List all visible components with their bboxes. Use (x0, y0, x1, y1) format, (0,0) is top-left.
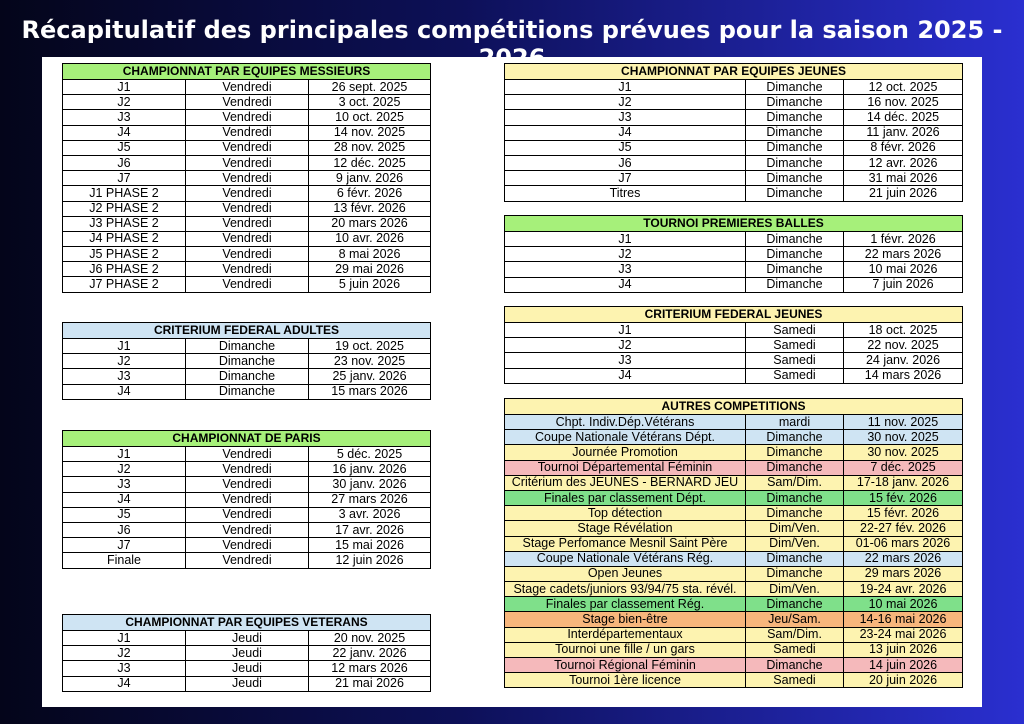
table-row (63, 538, 431, 553)
table-header: CHAMPIONNAT PAR EQUIPES JEUNES (505, 64, 963, 80)
day-cell: Vendredi (186, 95, 309, 110)
event-cell: Top détection (505, 506, 746, 521)
table-row (505, 430, 963, 445)
day-cell: Jeudi (186, 661, 309, 676)
event-cell: Tournoi Départemental Féminin (505, 460, 746, 475)
event-cell: J4 PHASE 2 (63, 231, 186, 246)
table-row (63, 462, 431, 477)
event-cell: J2 (505, 247, 746, 262)
table-row (63, 631, 431, 646)
date-cell: 8 mai 2026 (309, 247, 431, 262)
date-cell: 18 oct. 2025 (844, 323, 963, 338)
event-cell: Finales par classement Rég. (505, 597, 746, 612)
table-row (505, 475, 963, 490)
date-cell: 25 janv. 2026 (309, 369, 431, 384)
event-cell: J4 (505, 277, 746, 292)
table-row (505, 490, 963, 505)
table-row (505, 186, 963, 201)
event-cell: J3 (63, 369, 186, 384)
event-cell: J2 (505, 338, 746, 353)
table-header-row (505, 64, 963, 80)
table-row (505, 155, 963, 170)
day-cell: Dim/Ven. (746, 536, 844, 551)
day-cell: Dimanche (746, 262, 844, 277)
table-row (63, 384, 431, 399)
event-cell: J5 (63, 140, 186, 155)
table-row (505, 536, 963, 551)
event-cell: Chpt. Indiv.Dép.Vétérans (505, 415, 746, 430)
table-row (505, 566, 963, 581)
date-cell: 1 févr. 2026 (844, 232, 963, 247)
day-cell: Dimanche (746, 171, 844, 186)
event-cell: Interdépartementaux (505, 627, 746, 642)
date-cell: 11 janv. 2026 (844, 125, 963, 140)
day-cell: Dimanche (746, 125, 844, 140)
day-cell: Dimanche (746, 155, 844, 170)
table-row (63, 369, 431, 384)
event-cell: J1 (505, 232, 746, 247)
event-cell: J4 (63, 384, 186, 399)
date-cell: 13 févr. 2026 (309, 201, 431, 216)
table-row (63, 507, 431, 522)
table-row (63, 80, 431, 95)
date-cell: 22 nov. 2025 (844, 338, 963, 353)
table-row (63, 110, 431, 125)
date-cell: 7 déc. 2025 (844, 460, 963, 475)
date-cell: 16 nov. 2025 (844, 95, 963, 110)
date-cell: 19 oct. 2025 (309, 339, 431, 354)
date-cell: 19-24 avr. 2026 (844, 582, 963, 597)
table-row (63, 171, 431, 186)
day-cell: Dimanche (186, 339, 309, 354)
date-cell: 30 janv. 2026 (309, 477, 431, 492)
event-cell: J7 (63, 171, 186, 186)
table-row (63, 277, 431, 292)
day-cell: Vendredi (186, 110, 309, 125)
event-cell: Stage cadets/juniors 93/94/75 sta. révél. (505, 582, 746, 597)
event-cell: Stage Révélation (505, 521, 746, 536)
day-cell: Vendredi (186, 201, 309, 216)
table-tournoi-premieres-balles (504, 215, 963, 293)
date-cell: 5 juin 2026 (309, 277, 431, 292)
table-row (505, 551, 963, 566)
table-row (505, 445, 963, 460)
date-cell: 12 juin 2026 (309, 553, 431, 568)
event-cell: J7 (63, 538, 186, 553)
event-cell: J5 (63, 507, 186, 522)
table-row (63, 339, 431, 354)
day-cell: Vendredi (186, 80, 309, 95)
date-cell: 22 mars 2026 (844, 551, 963, 566)
date-cell: 10 mai 2026 (844, 262, 963, 277)
day-cell: Dimanche (746, 232, 844, 247)
date-cell: 6 févr. 2026 (309, 186, 431, 201)
table-championnat-de-paris (62, 430, 431, 569)
table-row (505, 262, 963, 277)
event-cell: Journée Promotion (505, 445, 746, 460)
table-row (505, 338, 963, 353)
event-cell: J1 (63, 80, 186, 95)
date-cell: 7 juin 2026 (844, 277, 963, 292)
event-cell: J3 (63, 661, 186, 676)
day-cell: Jeudi (186, 676, 309, 691)
date-cell: 3 avr. 2026 (309, 507, 431, 522)
event-cell: J3 (505, 110, 746, 125)
table-header: TOURNOI PREMIERES BALLES (505, 216, 963, 232)
table-header: CRITERIUM FEDERAL ADULTES (63, 323, 431, 339)
date-cell: 22 mars 2026 (844, 247, 963, 262)
day-cell: Samedi (746, 353, 844, 368)
table-row (63, 646, 431, 661)
event-cell: J2 (505, 95, 746, 110)
day-cell: Vendredi (186, 553, 309, 568)
date-cell: 9 janv. 2026 (309, 171, 431, 186)
table-row (63, 553, 431, 568)
date-cell: 15 mars 2026 (309, 384, 431, 399)
day-cell: Vendredi (186, 447, 309, 462)
date-cell: 31 mai 2026 (844, 171, 963, 186)
table-header-row (505, 399, 963, 415)
day-cell: Dimanche (746, 80, 844, 95)
day-cell: Dimanche (746, 658, 844, 673)
day-cell: Samedi (746, 323, 844, 338)
event-cell: Coupe Nationale Vétérans Dépt. (505, 430, 746, 445)
date-cell: 28 nov. 2025 (309, 140, 431, 155)
day-cell: Samedi (746, 642, 844, 657)
event-cell: J7 (505, 171, 746, 186)
event-cell: J2 (63, 462, 186, 477)
day-cell: Dimanche (746, 110, 844, 125)
table-header-row (63, 64, 431, 80)
table-championnat-equipes-messieurs (62, 63, 431, 293)
event-cell: Tournoi 1ère licence (505, 673, 746, 688)
date-cell: 15 févr. 2026 (844, 506, 963, 521)
day-cell: Dim/Ven. (746, 582, 844, 597)
event-cell: Open Jeunes (505, 566, 746, 581)
table-row (505, 247, 963, 262)
day-cell: Dim/Ven. (746, 521, 844, 536)
event-cell: J3 (63, 110, 186, 125)
day-cell: Dimanche (746, 460, 844, 475)
date-cell: 15 mai 2026 (309, 538, 431, 553)
table-row (63, 201, 431, 216)
table-header-row (63, 431, 431, 447)
date-cell: 17 avr. 2026 (309, 522, 431, 537)
event-cell: J1 (505, 323, 746, 338)
table-header-row (63, 615, 431, 631)
day-cell: Dimanche (746, 566, 844, 581)
event-cell: J4 (63, 492, 186, 507)
table-row (63, 155, 431, 170)
table-row (505, 277, 963, 292)
table-row (505, 368, 963, 383)
table-header: CHAMPIONNAT DE PARIS (63, 431, 431, 447)
day-cell: Vendredi (186, 216, 309, 231)
day-cell: Dimanche (746, 490, 844, 505)
event-cell: J1 PHASE 2 (63, 186, 186, 201)
table-row (505, 506, 963, 521)
day-cell: mardi (746, 415, 844, 430)
event-cell: J6 (63, 155, 186, 170)
day-cell: Dimanche (746, 551, 844, 566)
table-autres-competitions (504, 398, 963, 688)
event-cell: Tournoi Régional Féminin (505, 658, 746, 673)
date-cell: 21 juin 2026 (844, 186, 963, 201)
event-cell: J4 (505, 368, 746, 383)
event-cell: Stage bien-être (505, 612, 746, 627)
event-cell: Finale (63, 553, 186, 568)
table-row (63, 522, 431, 537)
date-cell: 17-18 janv. 2026 (844, 475, 963, 490)
table-row (505, 415, 963, 430)
table-header-row (505, 216, 963, 232)
table-row (505, 171, 963, 186)
table-row (505, 110, 963, 125)
date-cell: 22 janv. 2026 (309, 646, 431, 661)
day-cell: Vendredi (186, 186, 309, 201)
table-row (63, 125, 431, 140)
table-row (63, 354, 431, 369)
event-cell: J6 (505, 155, 746, 170)
table-header: CRITERIUM FEDERAL JEUNES (505, 307, 963, 323)
table-row (505, 125, 963, 140)
table-row (505, 232, 963, 247)
table-row (505, 323, 963, 338)
date-cell: 23-24 mai 2026 (844, 627, 963, 642)
event-cell: J6 (63, 522, 186, 537)
day-cell: Dimanche (186, 384, 309, 399)
event-cell: Coupe Nationale Vétérans Rég. (505, 551, 746, 566)
table-row (505, 612, 963, 627)
day-cell: Vendredi (186, 140, 309, 155)
day-cell: Dimanche (746, 506, 844, 521)
table-row (63, 186, 431, 201)
day-cell: Vendredi (186, 262, 309, 277)
event-cell: Titres (505, 186, 746, 201)
day-cell: Dimanche (746, 597, 844, 612)
table-header-row (63, 323, 431, 339)
table-row (63, 492, 431, 507)
event-cell: Critérium des JEUNES - BERNARD JEU (505, 475, 746, 490)
day-cell: Vendredi (186, 231, 309, 246)
day-cell: Dimanche (746, 247, 844, 262)
table-championnat-equipes-veterans (62, 614, 431, 692)
day-cell: Jeudi (186, 631, 309, 646)
day-cell: Vendredi (186, 462, 309, 477)
date-cell: 11 nov. 2025 (844, 415, 963, 430)
table-criterium-federal-adultes (62, 322, 431, 400)
event-cell: J2 (63, 646, 186, 661)
date-cell: 3 oct. 2025 (309, 95, 431, 110)
day-cell: Dimanche (186, 369, 309, 384)
date-cell: 29 mai 2026 (309, 262, 431, 277)
date-cell: 29 mars 2026 (844, 566, 963, 581)
date-cell: 14 déc. 2025 (844, 110, 963, 125)
date-cell: 24 janv. 2026 (844, 353, 963, 368)
table-row (505, 95, 963, 110)
event-cell: J1 (505, 80, 746, 95)
day-cell: Vendredi (186, 522, 309, 537)
table-row (505, 353, 963, 368)
table-header: CHAMPIONNAT PAR EQUIPES VETERANS (63, 615, 431, 631)
table-row (63, 140, 431, 155)
date-cell: 14 mars 2026 (844, 368, 963, 383)
table-row (505, 521, 963, 536)
table-row (63, 447, 431, 462)
event-cell: J4 (505, 125, 746, 140)
day-cell: Vendredi (186, 247, 309, 262)
date-cell: 12 oct. 2025 (844, 80, 963, 95)
day-cell: Dimanche (746, 186, 844, 201)
event-cell: J4 (63, 125, 186, 140)
table-header: AUTRES COMPETITIONS (505, 399, 963, 415)
date-cell: 20 juin 2026 (844, 673, 963, 688)
event-cell: Finales par classement Dépt. (505, 490, 746, 505)
event-cell: Stage Perfomance Mesnil Saint Père (505, 536, 746, 551)
date-cell: 14-16 mai 2026 (844, 612, 963, 627)
event-cell: J5 (505, 140, 746, 155)
date-cell: 12 déc. 2025 (309, 155, 431, 170)
table-row (63, 477, 431, 492)
day-cell: Dimanche (746, 430, 844, 445)
date-cell: 30 nov. 2025 (844, 430, 963, 445)
day-cell: Dimanche (746, 445, 844, 460)
date-cell: 14 nov. 2025 (309, 125, 431, 140)
day-cell: Jeudi (186, 646, 309, 661)
table-championnat-equipes-jeunes (504, 63, 963, 202)
event-cell: J5 PHASE 2 (63, 247, 186, 262)
date-cell: 8 févr. 2026 (844, 140, 963, 155)
day-cell: Vendredi (186, 277, 309, 292)
table-criterium-federal-jeunes (504, 306, 963, 384)
date-cell: 10 avr. 2026 (309, 231, 431, 246)
date-cell: 20 mars 2026 (309, 216, 431, 231)
day-cell: Vendredi (186, 125, 309, 140)
table-row (505, 582, 963, 597)
table-header: CHAMPIONNAT PAR EQUIPES MESSIEURS (63, 64, 431, 80)
date-cell: 15 fév. 2026 (844, 490, 963, 505)
table-row (505, 627, 963, 642)
day-cell: Vendredi (186, 492, 309, 507)
event-cell: J6 PHASE 2 (63, 262, 186, 277)
day-cell: Jeu/Sam. (746, 612, 844, 627)
table-row (63, 95, 431, 110)
table-row (505, 80, 963, 95)
date-cell: 27 mars 2026 (309, 492, 431, 507)
date-cell: 12 avr. 2026 (844, 155, 963, 170)
date-cell: 5 déc. 2025 (309, 447, 431, 462)
table-row (505, 642, 963, 657)
table-row (63, 262, 431, 277)
event-cell: Tournoi une fille / un gars (505, 642, 746, 657)
date-cell: 20 nov. 2025 (309, 631, 431, 646)
date-cell: 23 nov. 2025 (309, 354, 431, 369)
date-cell: 14 juin 2026 (844, 658, 963, 673)
table-row (63, 247, 431, 262)
day-cell: Vendredi (186, 507, 309, 522)
table-row (63, 216, 431, 231)
event-cell: J1 (63, 447, 186, 462)
table-row (505, 597, 963, 612)
date-cell: 26 sept. 2025 (309, 80, 431, 95)
day-cell: Samedi (746, 338, 844, 353)
date-cell: 10 mai 2026 (844, 597, 963, 612)
table-row (505, 140, 963, 155)
event-cell: J3 (505, 262, 746, 277)
table-row (505, 673, 963, 688)
table-row (505, 658, 963, 673)
date-cell: 21 mai 2026 (309, 676, 431, 691)
day-cell: Samedi (746, 673, 844, 688)
event-cell: J2 PHASE 2 (63, 201, 186, 216)
event-cell: J2 (63, 95, 186, 110)
day-cell: Vendredi (186, 155, 309, 170)
date-cell: 10 oct. 2025 (309, 110, 431, 125)
day-cell: Samedi (746, 368, 844, 383)
event-cell: J4 (63, 676, 186, 691)
day-cell: Dimanche (746, 140, 844, 155)
table-row (63, 661, 431, 676)
date-cell: 30 nov. 2025 (844, 445, 963, 460)
day-cell: Dimanche (186, 354, 309, 369)
event-cell: J1 (63, 631, 186, 646)
day-cell: Sam/Dim. (746, 475, 844, 490)
date-cell: 12 mars 2026 (309, 661, 431, 676)
day-cell: Dimanche (746, 277, 844, 292)
day-cell: Dimanche (746, 95, 844, 110)
date-cell: 13 juin 2026 (844, 642, 963, 657)
event-cell: J3 PHASE 2 (63, 216, 186, 231)
date-cell: 01-06 mars 2026 (844, 536, 963, 551)
event-cell: J3 (63, 477, 186, 492)
event-cell: J2 (63, 354, 186, 369)
table-row (63, 231, 431, 246)
date-cell: 16 janv. 2026 (309, 462, 431, 477)
day-cell: Sam/Dim. (746, 627, 844, 642)
table-header-row (505, 307, 963, 323)
event-cell: J7 PHASE 2 (63, 277, 186, 292)
table-row (505, 460, 963, 475)
day-cell: Vendredi (186, 538, 309, 553)
event-cell: J1 (63, 339, 186, 354)
event-cell: J3 (505, 353, 746, 368)
day-cell: Vendredi (186, 171, 309, 186)
date-cell: 22-27 fév. 2026 (844, 521, 963, 536)
day-cell: Vendredi (186, 477, 309, 492)
table-row (63, 676, 431, 691)
page-title: Récapitulatif des principales compétitions prévues pour la saison 2025 - (21, 16, 1003, 44)
